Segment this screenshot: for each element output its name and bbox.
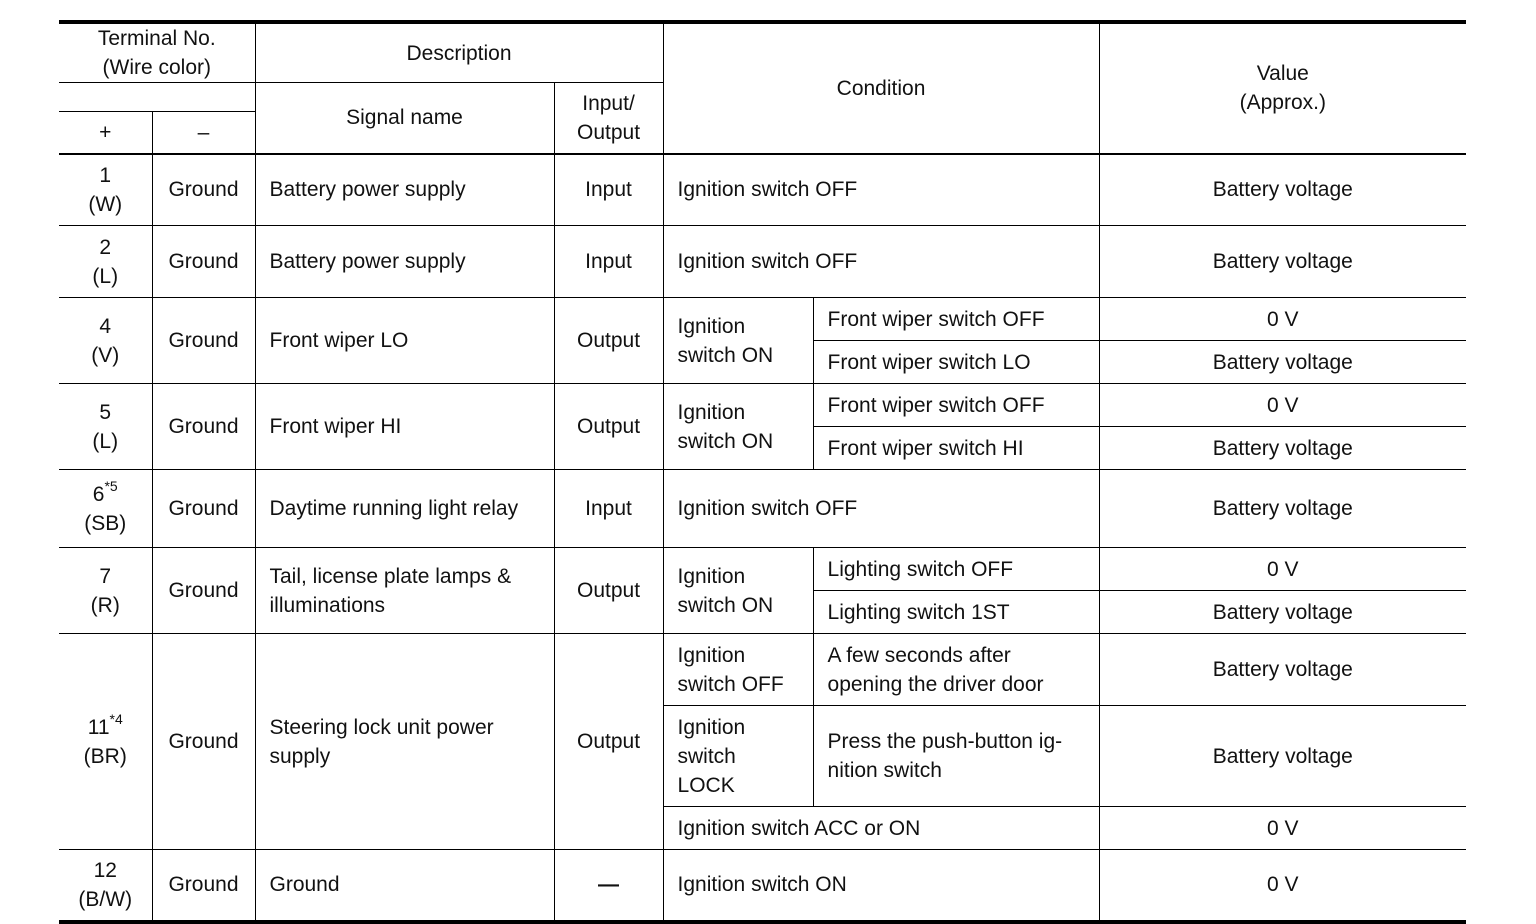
terminal-cell <box>59 548 152 634</box>
condition-cell: Ignition switch OFF <box>663 154 1099 226</box>
condition-main-cell: Ignition switch ON <box>663 298 813 384</box>
condition-cell: Ignition switch OFF <box>663 226 1099 298</box>
condition-main-cell: Ignition switch ON <box>663 384 813 470</box>
wire-color: (V) <box>91 343 120 367</box>
ground-cell: Ground <box>152 226 255 298</box>
ground-cell: Ground <box>152 298 255 384</box>
value-cell: Battery voltage <box>1099 470 1466 548</box>
wire-color: (R) <box>90 593 120 617</box>
ground-cell: Ground <box>152 548 255 634</box>
condition-main-cell: Ignition switch ON <box>663 548 813 634</box>
ground-cell: Ground <box>152 634 255 850</box>
table-row <box>59 634 1466 706</box>
signal-name-cell: Daytime running light relay <box>255 470 554 548</box>
condition-header: Condition <box>663 22 1099 154</box>
io-cell: Output <box>554 634 663 850</box>
terminal-number: 6 <box>92 482 105 506</box>
table-row <box>59 850 1466 922</box>
terminal-table-container <box>59 20 1466 924</box>
sub-condition-cell: A few seconds after opening the driver door <box>813 634 1099 706</box>
wire-color: (L) <box>92 264 119 288</box>
value-cell: 0 V <box>1099 850 1466 922</box>
terminal-cell <box>59 634 152 850</box>
terminal-number: 11 <box>87 715 110 739</box>
sub-condition-cell: Lighting switch OFF <box>813 548 1099 591</box>
terminal-cell <box>59 226 152 298</box>
value-cell: 0 V <box>1099 298 1466 341</box>
sub-condition-cell: Front wiper switch OFF <box>813 384 1099 427</box>
signal-name-cell: Battery power supply <box>255 226 554 298</box>
terminal-cell <box>59 298 152 384</box>
wire-color: (B/W) <box>78 887 133 911</box>
header-row-1 <box>59 22 1466 83</box>
io-cell: Output <box>554 298 663 384</box>
value-cell: 0 V <box>1099 548 1466 591</box>
sub-condition-cell: Front wiper switch OFF <box>813 298 1099 341</box>
value-cell: 0 V <box>1099 384 1466 427</box>
wire-color: (W) <box>88 192 123 216</box>
terminal-note: *4 <box>109 710 123 727</box>
terminal-cell <box>59 850 152 922</box>
plus-header: + <box>59 112 152 154</box>
value-cell: 0 V <box>1099 807 1466 850</box>
io-cell: Input <box>554 470 663 548</box>
sub-condition-cell: Front wiper switch HI <box>813 427 1099 470</box>
value-cell: Battery voltage <box>1099 427 1466 470</box>
value-cell: Battery voltage <box>1099 341 1466 384</box>
value-cell: Battery voltage <box>1099 634 1466 706</box>
signal-name-cell: Steering lock unit power supply <box>255 634 554 850</box>
signal-name-cell: Battery power supply <box>255 154 554 226</box>
terminal-no-header: Terminal No. (Wire color) <box>59 22 255 83</box>
minus-header: – <box>152 112 255 154</box>
value-cell: Battery voltage <box>1099 154 1466 226</box>
terminal-inspection-table <box>59 20 1466 924</box>
signal-name-cell: Front wiper HI <box>255 384 554 470</box>
terminal-cell <box>59 384 152 470</box>
input-output-header: Input/ Output <box>554 83 663 154</box>
sub-condition-cell: Lighting switch 1ST <box>813 591 1099 634</box>
io-cell: — <box>554 850 663 922</box>
value-cell: Battery voltage <box>1099 591 1466 634</box>
wire-color: (BR) <box>83 744 127 768</box>
sub-condition-cell: Press the push-button ig- nition switch <box>813 706 1099 807</box>
io-cell: Input <box>554 154 663 226</box>
signal-name-cell: Front wiper LO <box>255 298 554 384</box>
terminal-number: 4 <box>99 314 112 338</box>
io-cell: Input <box>554 226 663 298</box>
ground-cell: Ground <box>152 384 255 470</box>
terminal-no-header-cont <box>59 83 255 112</box>
terminal-number: 2 <box>99 235 112 259</box>
terminal-number: 1 <box>99 163 112 187</box>
terminal-number: 7 <box>99 564 112 588</box>
description-header: Description <box>255 22 663 83</box>
wire-color: (SB) <box>84 511 127 535</box>
signal-name-header: Signal name <box>255 83 554 154</box>
terminal-cell <box>59 470 152 548</box>
sub-condition-cell: Front wiper switch LO <box>813 341 1099 384</box>
io-cell: Output <box>554 548 663 634</box>
table-row <box>59 226 1466 298</box>
signal-name-cell: Ground <box>255 850 554 922</box>
ground-cell: Ground <box>152 154 255 226</box>
condition-main-cell: Ignition switch OFF <box>663 634 813 706</box>
condition-cell: Ignition switch OFF <box>663 470 1099 548</box>
table-row <box>59 470 1466 548</box>
terminal-cell <box>59 154 152 226</box>
condition-main-cell: Ignition switch LOCK <box>663 706 813 807</box>
wire-color: (L) <box>92 429 119 453</box>
table-row <box>59 154 1466 226</box>
condition-cell: Ignition switch ON <box>663 850 1099 922</box>
table-row <box>59 384 1466 427</box>
table-row <box>59 548 1466 591</box>
value-cell: Battery voltage <box>1099 706 1466 807</box>
condition-cell: Ignition switch ACC or ON <box>663 807 1099 850</box>
terminal-number: 12 <box>93 858 117 882</box>
table-row <box>59 298 1466 341</box>
ground-cell: Ground <box>152 470 255 548</box>
ground-cell: Ground <box>152 850 255 922</box>
terminal-note: *5 <box>104 477 118 494</box>
terminal-number: 5 <box>99 400 112 424</box>
io-cell: Output <box>554 384 663 470</box>
signal-name-cell: Tail, license plate lamps & illuminations <box>255 548 554 634</box>
value-cell: Battery voltage <box>1099 226 1466 298</box>
value-header: Value (Approx.) <box>1099 22 1466 154</box>
